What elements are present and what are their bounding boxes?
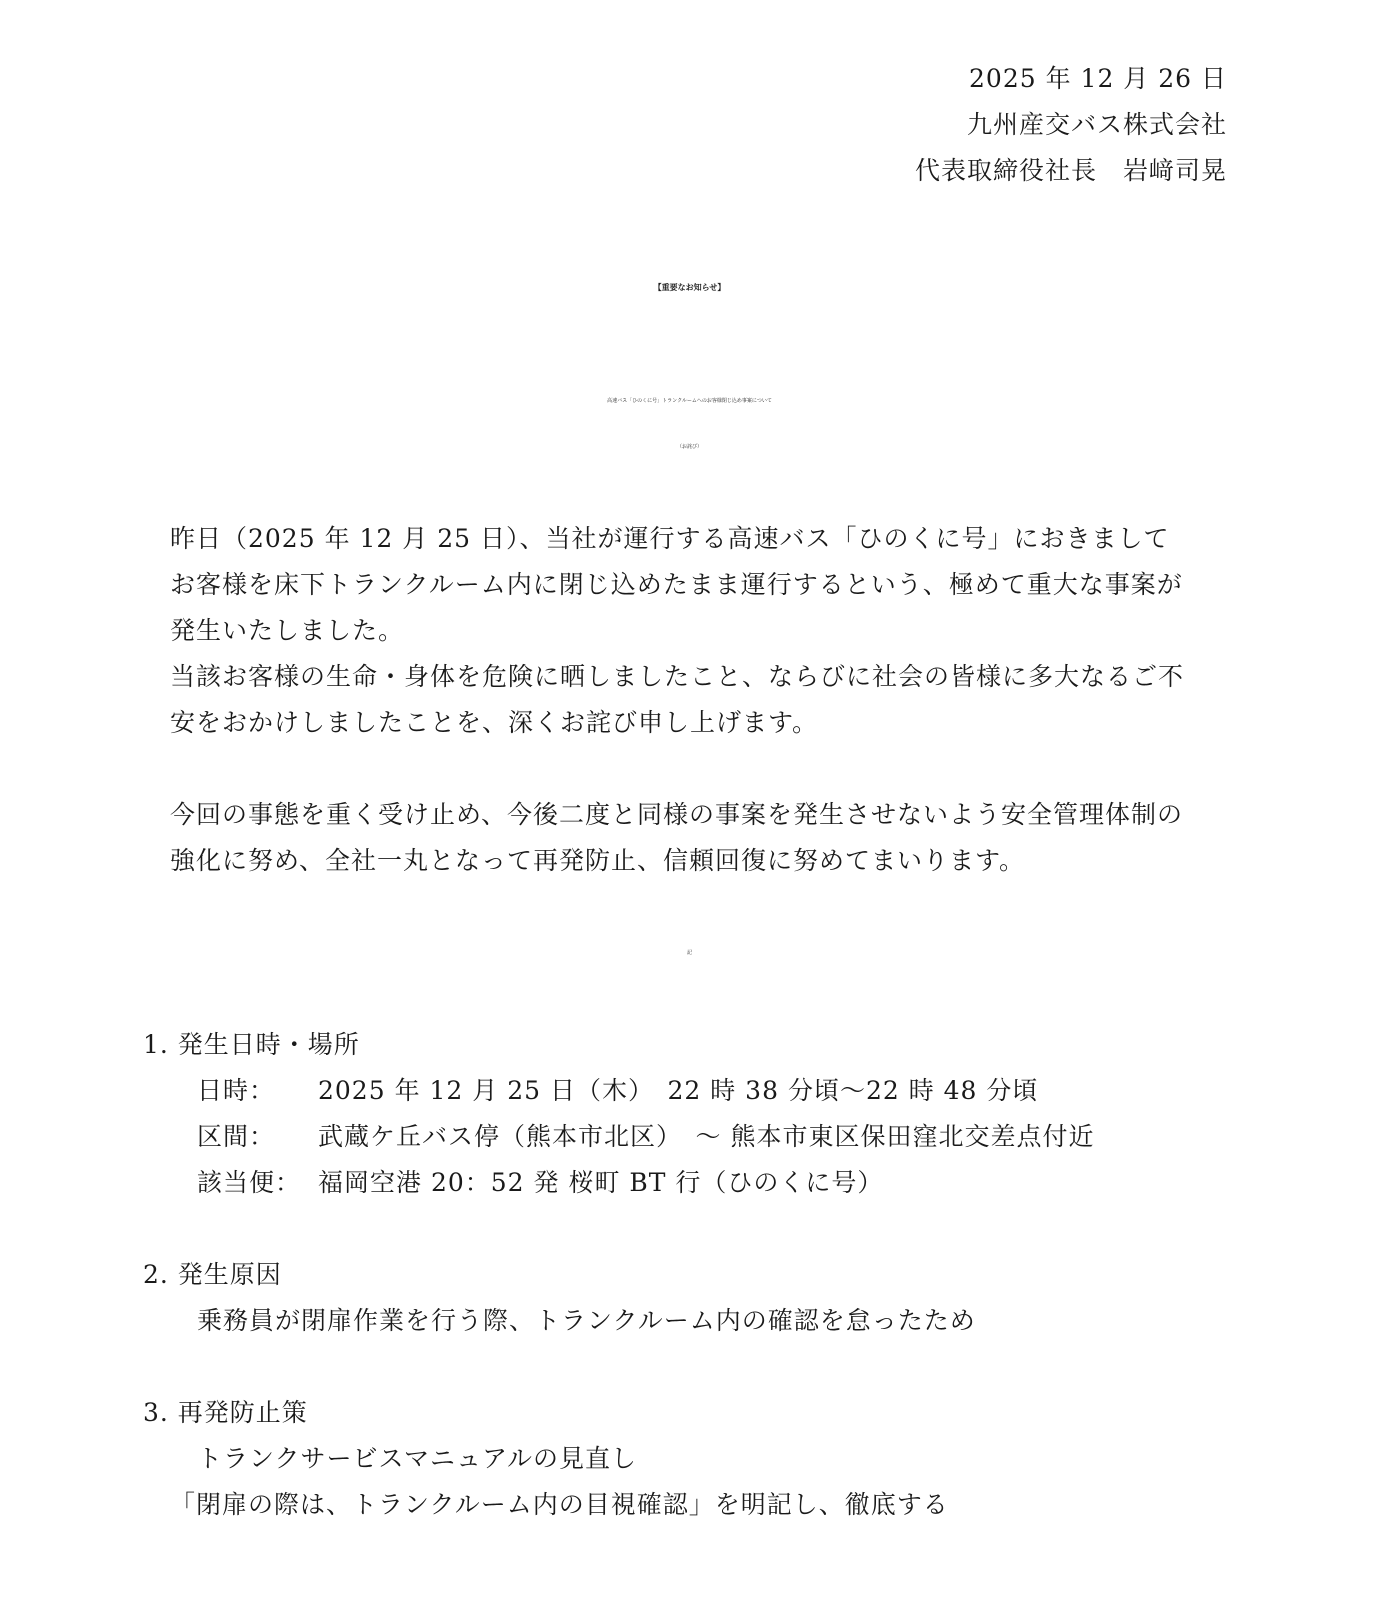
trip-label: 該当便：	[197, 1168, 302, 1197]
issue-date: 2025 年 12 月 26 日	[969, 64, 1227, 93]
datetime-label: 日時：	[197, 1076, 276, 1105]
subject-line-2: （お詫び）	[676, 444, 702, 450]
paragraph1-line: 昨日（2025 年 12 月 25 日）、当社が運行する高速バス「ひのくに号」におきまして	[170, 524, 1170, 553]
prevention-line-1: トランクサービスマニュアルの見直し	[197, 1444, 638, 1473]
paragraph1-line: お客様を床下トランクルーム内に閉じ込めたまま運行するという、極めて重大な事案が	[170, 570, 1183, 599]
paragraph1-line: 発生いたしました。	[170, 616, 405, 645]
paragraph2-line: 今回の事態を重く受け止め、今後二度と同様の事案を発生させないよう安全管理体制の	[170, 800, 1184, 829]
datetime-value: 2025 年 12 月 25 日（木） 22 時 38 分頃～22 時 48 分頃	[318, 1076, 1039, 1105]
cause-text: 乗務員が閉扉作業を行う際、トランクルーム内の確認を怠ったため	[197, 1306, 976, 1335]
section-value: 武蔵ケ丘バス停（熊本市北区） ～ 熊本市東区保田窪北交差点付近	[318, 1122, 1095, 1151]
trip-value: 福岡空港 20：52 発 桜町 BT 行（ひのくに号）	[318, 1168, 884, 1197]
section1-heading: 1. 発生日時・場所	[143, 1030, 360, 1059]
section3-heading: 3. 再発防止策	[143, 1398, 308, 1427]
company-name: 九州産交バス株式会社	[966, 110, 1227, 139]
paragraph1-line: 当該お客様の生命・身体を危険に晒しましたこと、ならびに社会の皆様に多大なるご不	[170, 662, 1185, 691]
section2-heading: 2. 発生原因	[143, 1260, 282, 1289]
subject-line-1: 高速バス「ひのくに号」トランクルームへのお客様閉じ込め事案について	[607, 398, 772, 404]
section-label: 区間：	[197, 1122, 276, 1151]
paragraph1-line: 安をおかけしましたことを、深くお詫び申し上げます。	[170, 708, 819, 737]
representative-name: 代表取締役社長 岩﨑司晃	[914, 156, 1227, 185]
paragraph2-line: 強化に努め、全社一丸となって再発防止、信頼回復に努めてまいります。	[170, 846, 1026, 875]
notice-title: 【重要なお知らせ】	[653, 282, 726, 292]
ki-marker: 記	[686, 950, 692, 956]
prevention-line-2: 「閉扉の際は、トランクルーム内の目視確認」を明記し、徹底する	[170, 1490, 949, 1519]
